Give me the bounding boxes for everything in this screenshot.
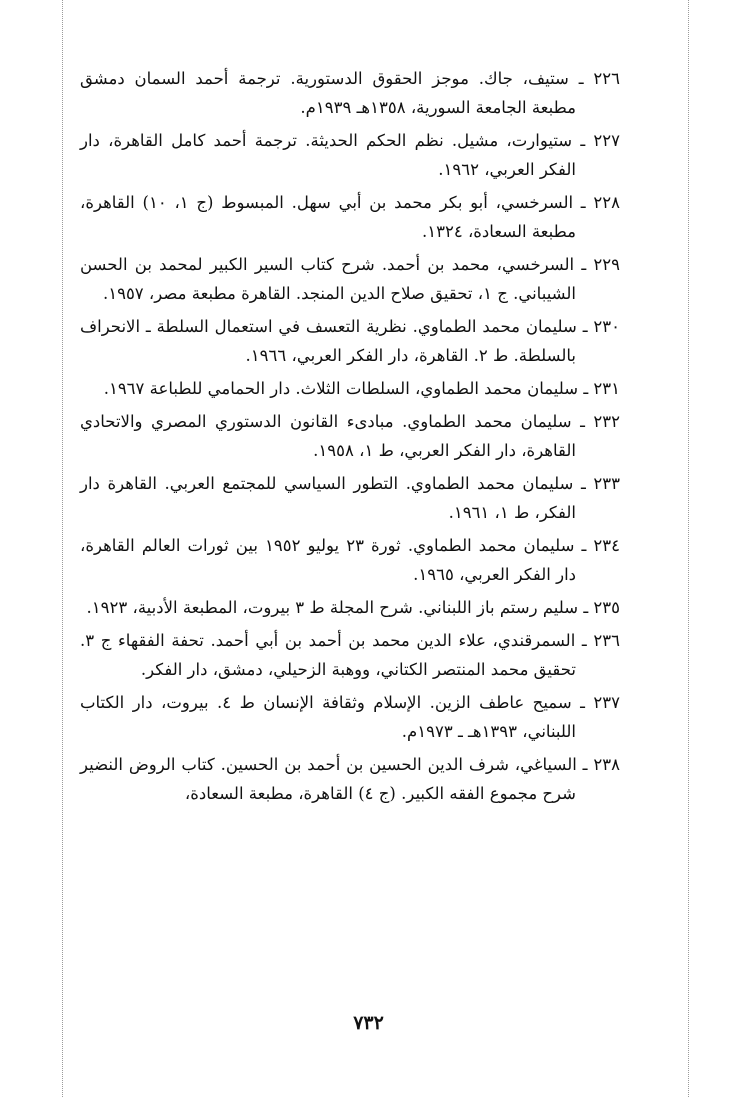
bibliography-entry-232: ٢٣٢ ـ سليمان محمد الطماوي. مبادىء القانون الدستوري المصري والاتحادي القاهرة، دار الفكر العربي، ط ١، ١٩٥٨.	[80, 412, 620, 460]
bibliography-entry-229: ٢٢٩ ـ السرخسي، محمد بن أحمد. شرح كتاب السير الكبير لمحمد بن الحسن الشيباني. ج ١، تحقيق صلاح الدين المنجد. القاهرة مطبعة مصر، ١٩٥٧.	[80, 255, 620, 303]
bibliography-entry-238: ٢٣٨ ـ السياغي، شرف الدين الحسين بن أحمد بن الحسين. كتاب الروض النضير شرح مجموع الفقه الكبير. (ج ٤) القاهرة، مطبعة السعادة،	[80, 755, 620, 803]
bibliography-entry-231: ٢٣١ ـ سليمان محمد الطماوي، السلطات الثلاث. دار الحمامي للطباعة ١٩٦٧.	[103, 379, 620, 398]
right-margin-dotted-line	[688, 0, 689, 1097]
bibliography-entry-227: ٢٢٧ ـ ستيوارت، مشيل. نظم الحكم الحديثة. ترجمة أحمد كامل القاهرة، دار الفكر العربي، ١٩٦٢.	[80, 131, 620, 179]
bibliography-entry-228: ٢٢٨ ـ السرخسي، أبو بكر محمد بن أبي سهل. المبسوط (ج ١، ١٠) القاهرة، مطبعة السعادة، ١٣٢٤.	[80, 193, 620, 241]
bibliography-entry-237: ٢٣٧ ـ سميح عاطف الزين. الإسلام وثقافة الإنسان ط ٤. بيروت، دار الكتاب اللبناني، ١٣٩٣هـ ـ ١٩٧٣م.	[80, 693, 620, 741]
bibliography-list	[80, 64, 620, 812]
bibliography-entry-236: ٢٣٦ ـ السمرقندي، علاء الدين محمد بن أحمد بن أبي أحمد. تحفة الفقهاء ج ٣. تحقيق محمد المنتصر الكتاني، ووهبة الزحيلي، دمشق، دار الفكر.	[80, 631, 620, 679]
page-number: ٧٣٢	[353, 1012, 384, 1034]
bibliography-entry-235: ٢٣٥ ـ سليم رستم باز اللبناني. شرح المجلة ط ٣ بيروت، المطبعة الأدبية، ١٩٢٣.	[86, 598, 620, 617]
bibliography-entry-230: ٢٣٠ ـ سليمان محمد الطماوي. نظرية التعسف في استعمال السلطة ـ الانحراف بالسلطة. ط ٢. القاهرة، دار الفكر العربي، ١٩٦٦.	[80, 317, 620, 365]
bibliography-entry-234: ٢٣٤ ـ سليمان محمد الطماوي. ثورة ٢٣ يوليو ١٩٥٢ بين ثورات العالم القاهرة، دار الفكر العربي، ١٩٦٥.	[80, 536, 621, 584]
bibliography-entry-233: ٢٣٣ ـ سليمان محمد الطماوي. التطور السياسي للمجتمع العربي. القاهرة دار الفكر، ط ١، ١٩٦١.	[80, 474, 620, 522]
left-margin-dotted-line	[62, 0, 63, 1097]
bibliography-entry-226: ٢٢٦ ـ ستيف، جاك. موجز الحقوق الدستورية. ترجمة أحمد السمان دمشق مطبعة الجامعة السورية، ١٣٥٨هـ ١٩٣٩م.	[80, 69, 620, 117]
